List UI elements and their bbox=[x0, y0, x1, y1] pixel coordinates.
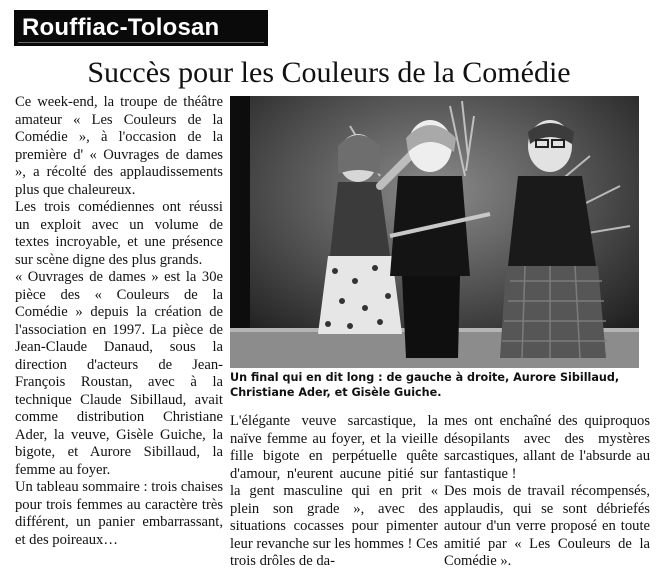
paragraph: Un tableau sommaire : trois chaises pour trois femmes au caractère très différent, un panier embarrassant, et des poireaux… bbox=[15, 479, 223, 548]
article-column-2 bbox=[230, 413, 438, 571]
article-column-1 bbox=[15, 94, 223, 549]
paragraph: Ce week-end, la troupe de théâtre amateur « Les Couleurs de la Comédie », à l'occasion de la première d' « Ouvrages de dames », a récolté des applaudissements plus que chaleureux. bbox=[15, 94, 223, 198]
stage-photo-illustration bbox=[230, 96, 639, 368]
paragraph: Les trois comédiennes ont réussi un exploit avec un volume de textes incroyable, et une présence sur scène digne des plus grands. bbox=[15, 199, 223, 268]
paragraph: Des mois de travail récompensés, applaudis, qui se sont débriefés autour d'un verre proposé en toute amitié par « Les Couleurs de la Comédie ». bbox=[444, 483, 650, 569]
paragraph: mes ont enchaîné des quiproquos désopilants avec des mystères sarcastiques, allant de l'absurde au fantastique ! bbox=[444, 413, 650, 482]
article-headline: Succès pour les Couleurs de la Comédie bbox=[87, 56, 571, 89]
article-column-3 bbox=[444, 413, 650, 571]
section-kicker: Rouffiac-Tolosan bbox=[14, 10, 268, 46]
paragraph: « Ouvrages de dames » est la 30e pièce des « Couleurs de la Comédie » depuis la création de l'association en 1997. La pièce de Jean-Claude Danaud, sous la direction d'acteurs de Jean-François Roustan, avec à la technique Claude Sibillaud, avait comme distribution Christiane Ader, la veuve, Gisèle Guiche, la bigote, et Aurore Sibillaud, la femme au foyer. bbox=[15, 269, 223, 478]
paragraph: L'élégante veuve sarcastique, la naïve femme au foyer, et la vieille fille bigote en perpétuelle quête d'amour, n'eurent aucune pitié sur la gent masculine qui en prit « plein son grade », avec des situations cocasses pour pimenter leur revanche sur les hommes ! Ces trois drôles de da- bbox=[230, 413, 438, 569]
photo-caption: Un final qui en dit long : de gauche à droite, Aurore Sibillaud, Christiane Ader, et Gisèle Guiche. bbox=[230, 371, 620, 399]
stage-photo bbox=[230, 96, 639, 368]
